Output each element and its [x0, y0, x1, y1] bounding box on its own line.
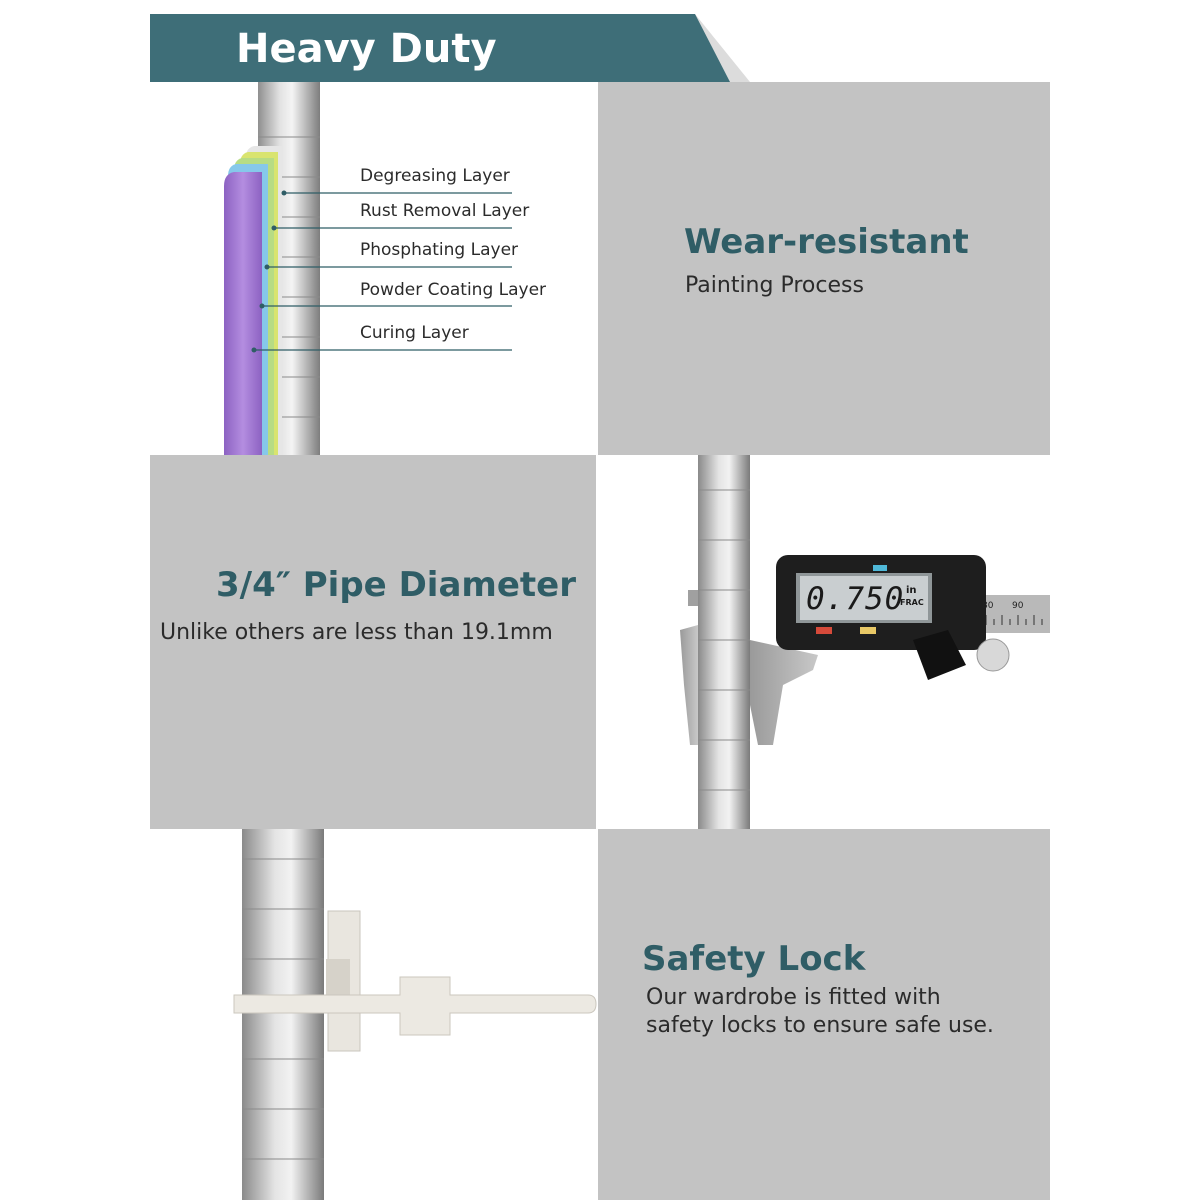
page-title: Heavy Duty: [236, 26, 497, 72]
lock-line-2: safety locks to ensure safe use.: [646, 1013, 994, 1038]
wear-subtitle: Painting Process: [685, 273, 864, 298]
caliper-illustration: [598, 455, 1050, 829]
lock-line-1: Our wardrobe is fitted with: [646, 985, 941, 1010]
lcd-mode: FRAC: [900, 598, 924, 607]
top-button-indicator: [873, 565, 887, 571]
steel-pipe: [698, 455, 750, 829]
steel-pipe: [242, 829, 324, 1200]
layer-label-phosphating: Phosphating Layer: [360, 240, 519, 260]
yellow-button: [860, 627, 876, 634]
safety-lock-image-panel: [150, 829, 598, 1200]
header-banner: [150, 0, 1050, 82]
layer-label-curing: Curing Layer: [360, 323, 469, 343]
lock-title: Safety Lock: [642, 939, 866, 979]
curing-band: [224, 172, 262, 455]
beam-label-80: 80: [982, 601, 994, 611]
caliper-right-jaw: [750, 640, 818, 745]
pipe-subtitle: Unlike others are less than 19.1mm: [160, 620, 553, 645]
beam-label-90: 90: [1012, 601, 1024, 611]
depth-roller: [977, 639, 1009, 671]
caliper-upper-jaw: [688, 590, 698, 606]
layers-panel: [150, 82, 598, 455]
safety-lock-illustration: [150, 829, 598, 1200]
layers-illustration: [150, 82, 598, 455]
pipe-title: 3/4″ Pipe Diameter: [216, 565, 576, 605]
layer-label-degreasing: Degreasing Layer: [360, 166, 510, 186]
layer-label-rust-removal: Rust Removal Layer: [360, 201, 530, 221]
wear-title: Wear-resistant: [684, 222, 969, 262]
caliper-left-jaw: [680, 625, 698, 745]
red-button: [816, 627, 832, 634]
lcd-reading: 0.750: [806, 581, 905, 617]
layer-label-powder-coating: Powder Coating Layer: [360, 280, 547, 300]
wear-resistant-panel: [598, 82, 1050, 455]
banner-blank: [750, 0, 1050, 82]
pipe-diameter-panel: [150, 455, 596, 829]
caliper-panel: [598, 455, 1050, 829]
safety-lock-panel: [598, 829, 1050, 1200]
lcd-unit: in: [906, 585, 917, 596]
